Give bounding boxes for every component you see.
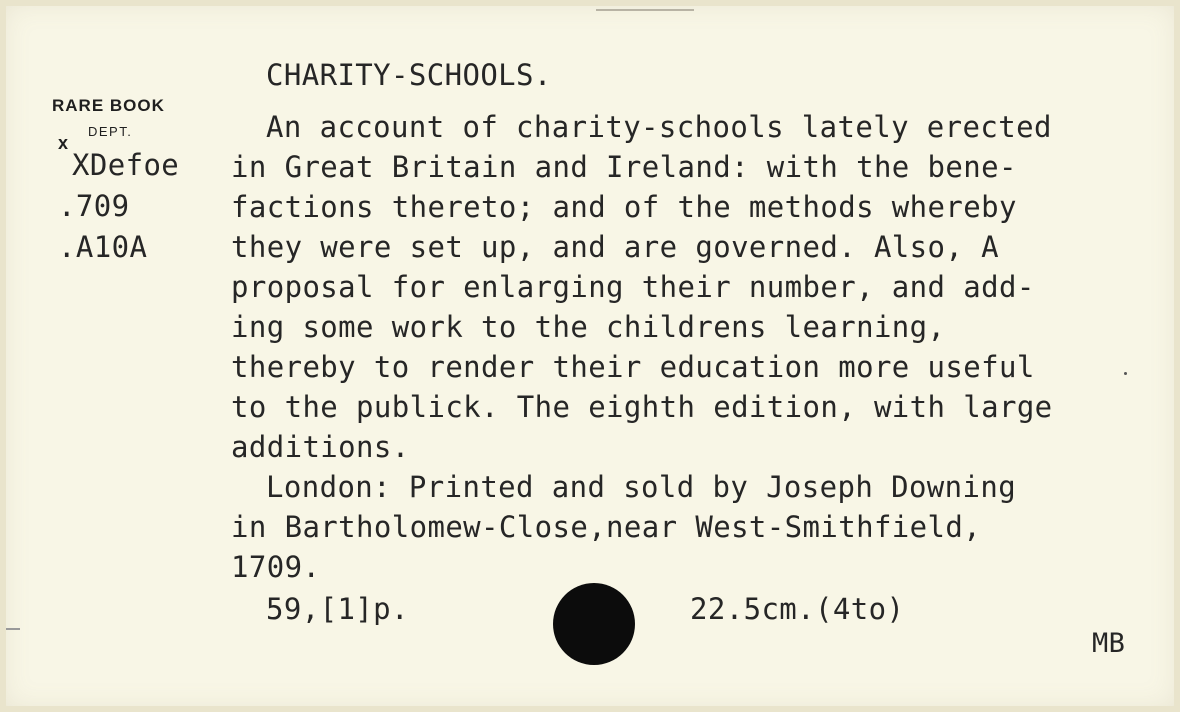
- title-line: ing some work to the childrens learning,: [231, 310, 946, 344]
- title-line: factions thereto; and of the methods whereby: [231, 190, 1017, 224]
- cataloger-initials: MB: [1092, 628, 1126, 659]
- card-top-mark: [596, 9, 694, 11]
- title-line: An account of charity-schools lately erected: [266, 110, 1052, 144]
- imprint-line: London: Printed and sold by Joseph Downing: [266, 470, 1017, 504]
- title-line: to the publick. The eighth edition, with large: [231, 390, 1053, 424]
- title-line: proposal for enlarging their number, and add-: [231, 270, 1035, 304]
- card-speck: [1124, 372, 1127, 375]
- imprint-line: in Bartholomew-Close,near West-Smithfield,: [231, 510, 982, 544]
- imprint-line: 1709.: [231, 550, 321, 584]
- title-line: additions.: [231, 430, 410, 464]
- department-stamp-line2: DEPT.: [88, 124, 133, 139]
- subject-heading: CHARITY-SCHOOLS.: [266, 58, 552, 92]
- card-punch-hole: [553, 583, 635, 665]
- card-speck: [6, 628, 20, 630]
- stamp-mark: x: [58, 133, 69, 153]
- call-number-line3: .A10A: [58, 230, 148, 264]
- physical-size: 22.5cm.(4to): [690, 592, 905, 626]
- title-line: thereby to render their education more useful: [231, 350, 1035, 384]
- title-line: in Great Britain and Ireland: with the bene-: [231, 150, 1017, 184]
- call-number-line2: .709: [58, 189, 130, 223]
- call-number-line1: XDefoe: [72, 148, 180, 182]
- pagination: 59,[1]p.: [266, 592, 409, 626]
- department-stamp-line1: RARE BOOK: [52, 96, 165, 115]
- title-line: they were set up, and are governed. Also, A: [231, 230, 999, 264]
